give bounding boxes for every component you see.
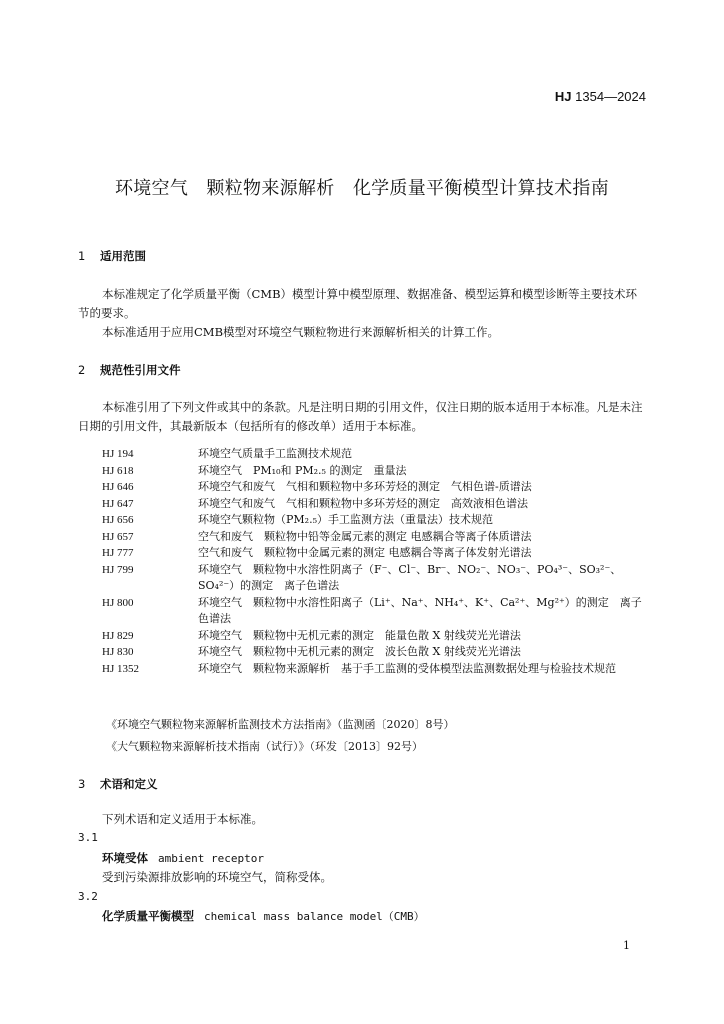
term-chinese: 化学质量平衡模型 — [102, 909, 194, 923]
reference-item — [102, 512, 652, 529]
section-title: 术语和定义 — [100, 777, 158, 791]
reference-title: 环境空气和废气 气相和颗粒物中多环芳烃的测定 气相色谱-质谱法 — [198, 480, 532, 493]
reference-code: HJ 800 — [102, 596, 134, 609]
reference-item — [102, 496, 652, 513]
code-number: 1354—2024 — [575, 89, 646, 104]
section-2-heading — [78, 362, 181, 378]
standard-code — [555, 89, 646, 104]
term-chinese: 环境受体 — [102, 851, 148, 865]
reference-title: 环境空气 颗粒物中无机元素的测定 波长色散 X 射线荧光光谱法 — [198, 645, 521, 658]
section-3-heading — [78, 776, 158, 792]
page-number: 1 — [623, 939, 630, 952]
reference-item — [102, 661, 652, 678]
reference-title: 环境空气 PM₁₀和 PM₂.₅ 的测定 重量法 — [198, 463, 407, 477]
section-number: 1 — [78, 249, 86, 263]
reference-item — [102, 529, 652, 546]
reference-title: 环境空气 颗粒物来源解析 基于手工监测的受体模型法监测数据处理与检验技术规范 — [198, 661, 616, 675]
paragraph: 下列术语和定义适用于本标准。 — [102, 812, 263, 826]
reference-item — [102, 628, 652, 645]
reference-code: HJ 656 — [102, 514, 134, 526]
section-1-heading — [78, 248, 146, 264]
reference-item — [102, 463, 652, 480]
document-title: 环境空气 颗粒物来源解析 化学质量平衡模型计算技术指南 — [114, 178, 610, 199]
paragraph: 本标准引用了下列文件或其中的条款。凡是注明日期的引用文件，仅注日期的版本适用于本标准。凡是未注日期的引用文件，其最新版本（包括所有的修改单）适用于本标准。 — [78, 400, 643, 433]
extra-reference: 《环境空气颗粒物来源解析监测技术方法指南》（监测函〔2020〕8号） — [106, 718, 455, 731]
term-entry — [102, 908, 425, 924]
reference-item — [102, 479, 652, 496]
reference-code: HJ 647 — [102, 497, 134, 510]
reference-title: 环境空气颗粒物（PM₂.₅）手工监测方法（重量法）技术规范 — [198, 513, 493, 526]
reference-code: HJ 777 — [102, 547, 134, 559]
term-number: 3.1 — [78, 831, 98, 844]
reference-title: 环境空气和废气 气相和颗粒物中多环芳烃的测定 高效液相色谱法 — [198, 496, 528, 510]
reference-title: 环境空气 颗粒物中水溶性阴离子（F⁻、Cl⁻、Br⁻、NO₂⁻、NO₃⁻、PO₄³⁻、SO₃²⁻、SO₄²⁻）的测定 离子色谱法 — [198, 562, 622, 592]
reference-title: 空气和废气 颗粒物中金属元素的测定 电感耦合等离子体发射光谱法 — [198, 546, 532, 559]
paragraph: 本标准适用于应用CMB模型对环境空气颗粒物进行来源解析相关的计算工作。 — [102, 325, 500, 339]
reference-list — [102, 446, 652, 677]
reference-code: HJ 799 — [102, 563, 134, 576]
reference-title: 环境空气 颗粒物中水溶性阳离子（Li⁺、Na⁺、NH₄⁺、K⁺、Ca²⁺、Mg²⁺）的测定 离子色谱法 — [198, 595, 642, 625]
code-prefix: HJ — [554, 89, 572, 104]
term-english: ambient receptor — [158, 852, 264, 865]
reference-code: HJ 194 — [102, 448, 134, 460]
reference-title: 环境空气 颗粒物中无机元素的测定 能量色散 X 射线荧光光谱法 — [198, 628, 521, 642]
reference-code: HJ 829 — [102, 629, 134, 642]
term-definition: 受到污染源排放影响的环境空气，简称受体。 — [102, 870, 332, 884]
reference-item — [102, 446, 652, 463]
term-entry — [102, 850, 264, 866]
reference-code: HJ 646 — [102, 481, 134, 493]
reference-title: 空气和废气 颗粒物中铅等金属元素的测定 电感耦合等离子体质谱法 — [198, 529, 532, 543]
reference-code: HJ 830 — [102, 646, 134, 658]
reference-code: HJ 618 — [102, 464, 134, 477]
extra-reference: 《大气颗粒物来源解析技术指南（试行）》（环发〔2013〕92号） — [106, 740, 423, 753]
section-number: 2 — [78, 363, 86, 377]
section-title: 规范性引用文件 — [100, 363, 181, 377]
term-number: 3.2 — [78, 890, 98, 903]
reference-title: 环境空气质量手工监测技术规范 — [198, 447, 352, 460]
section-number: 3 — [78, 777, 86, 791]
reference-item — [102, 562, 652, 595]
section-title: 适用范围 — [100, 249, 147, 263]
reference-code: HJ 657 — [102, 530, 134, 543]
reference-code: HJ 1352 — [102, 662, 139, 675]
reference-item — [102, 644, 652, 661]
paragraph: 本标准规定了化学质量平衡（CMB）模型计算中模型原理、数据准备、模型运算和模型诊断等主要技术环节的要求。 — [78, 287, 638, 320]
reference-item — [102, 545, 652, 562]
term-english: chemical mass balance model（CMB） — [204, 910, 425, 923]
reference-item — [102, 595, 652, 628]
